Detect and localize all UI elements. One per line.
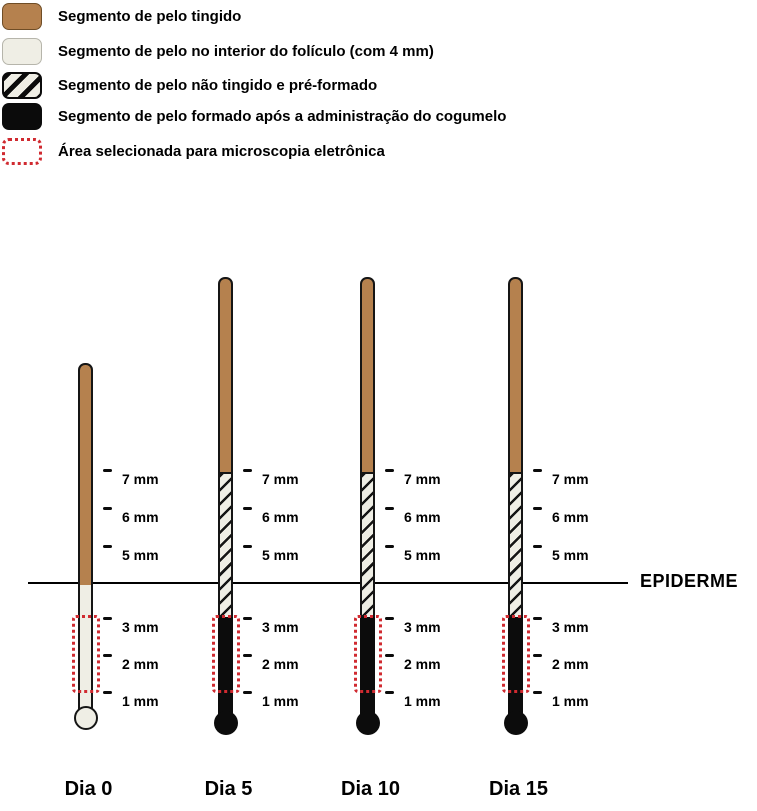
microscopy-selection-box	[212, 615, 240, 693]
microscopy-selection-box	[72, 615, 100, 693]
ruler-tick-1mm	[243, 691, 252, 694]
ruler-tick-7mm	[103, 469, 112, 472]
ruler-label-6mm: 6 mm	[552, 509, 589, 525]
ruler-label-3mm: 3 mm	[262, 619, 299, 635]
ruler-label-2mm: 2 mm	[122, 656, 159, 672]
hair-segment-dyed	[508, 277, 523, 474]
legend-label-mushroom: Segmento de pelo formado após a administração do cogumelo	[58, 108, 507, 125]
ruler-label-7mm: 7 mm	[262, 471, 299, 487]
legend-swatch-mushroom-icon	[2, 103, 42, 130]
ruler-label-5mm: 5 mm	[262, 547, 299, 563]
ruler-label-2mm: 2 mm	[262, 656, 299, 672]
ruler-label-5mm: 5 mm	[404, 547, 441, 563]
day-label-dia-0: Dia 0	[64, 778, 113, 800]
hair-segment-preformed	[218, 474, 233, 617]
ruler-tick-1mm	[533, 691, 542, 694]
hair-bulb	[74, 706, 98, 730]
ruler-tick-7mm	[243, 469, 252, 472]
ruler-tick-3mm	[103, 617, 112, 620]
ruler-label-7mm: 7 mm	[122, 471, 159, 487]
legend-swatch-microscopy-icon	[2, 138, 42, 165]
ruler-tick-2mm	[385, 654, 394, 657]
ruler-tick-3mm	[385, 617, 394, 620]
ruler-tick-3mm	[533, 617, 542, 620]
ruler-tick-3mm	[243, 617, 252, 620]
microscopy-selection-box	[502, 615, 530, 693]
hair-bulb	[504, 711, 528, 735]
hair-column-dia-0	[46, 270, 176, 811]
legend-label-dyed: Segmento de pelo tingido	[58, 8, 242, 25]
ruler-tick-2mm	[533, 654, 542, 657]
legend-swatch-dyed-icon	[2, 3, 42, 30]
day-label-dia-15: Dia 15	[489, 778, 548, 800]
ruler-label-1mm: 1 mm	[262, 693, 299, 709]
ruler-tick-5mm	[533, 545, 542, 548]
ruler-label-7mm: 7 mm	[404, 471, 441, 487]
legend-label-follicle: Segmento de pelo no interior do folículo (com 4 mm)	[58, 43, 434, 60]
ruler-label-2mm: 2 mm	[552, 656, 589, 672]
ruler-label-6mm: 6 mm	[122, 509, 159, 525]
day-label-dia-5: Dia 5	[204, 778, 253, 800]
hair-column-dia-5	[186, 270, 316, 811]
hair-bulb	[356, 711, 380, 735]
microscopy-selection-box	[354, 615, 382, 693]
ruler-tick-5mm	[103, 545, 112, 548]
ruler-tick-1mm	[103, 691, 112, 694]
ruler-tick-6mm	[243, 507, 252, 510]
legend-label-preformed: Segmento de pelo não tingido e pré-formado	[58, 77, 378, 94]
ruler-tick-5mm	[385, 545, 394, 548]
ruler-tick-5mm	[243, 545, 252, 548]
ruler-tick-2mm	[103, 654, 112, 657]
ruler-tick-7mm	[533, 469, 542, 472]
legend-swatch-follicle-icon	[2, 38, 42, 65]
hair-segment-dyed	[78, 363, 93, 585]
ruler-tick-6mm	[385, 507, 394, 510]
epidermis-label: EPIDERME	[640, 571, 739, 591]
ruler-label-2mm: 2 mm	[404, 656, 441, 672]
hair-segment-preformed	[508, 474, 523, 617]
ruler-tick-7mm	[385, 469, 394, 472]
ruler-label-5mm: 5 mm	[122, 547, 159, 563]
ruler-label-1mm: 1 mm	[404, 693, 441, 709]
legend-swatch-preformed-icon	[2, 72, 42, 99]
ruler-tick-2mm	[243, 654, 252, 657]
ruler-label-3mm: 3 mm	[122, 619, 159, 635]
day-label-dia-10: Dia 10	[341, 778, 400, 800]
ruler-label-7mm: 7 mm	[552, 471, 589, 487]
ruler-tick-6mm	[103, 507, 112, 510]
hair-column-dia-10	[328, 270, 458, 811]
ruler-tick-1mm	[385, 691, 394, 694]
hair-column-dia-15	[476, 270, 606, 811]
hair-segment-dyed	[360, 277, 375, 474]
legend-label-microscopy: Área selecionada para microscopia eletrônica	[58, 143, 385, 160]
ruler-label-5mm: 5 mm	[552, 547, 589, 563]
ruler-label-3mm: 3 mm	[552, 619, 589, 635]
hair-segment-dyed	[218, 277, 233, 474]
hair-bulb	[214, 711, 238, 735]
hair-segment-preformed	[360, 474, 375, 617]
ruler-tick-6mm	[533, 507, 542, 510]
ruler-label-3mm: 3 mm	[404, 619, 441, 635]
ruler-label-6mm: 6 mm	[404, 509, 441, 525]
ruler-label-1mm: 1 mm	[552, 693, 589, 709]
ruler-label-1mm: 1 mm	[122, 693, 159, 709]
ruler-label-6mm: 6 mm	[262, 509, 299, 525]
